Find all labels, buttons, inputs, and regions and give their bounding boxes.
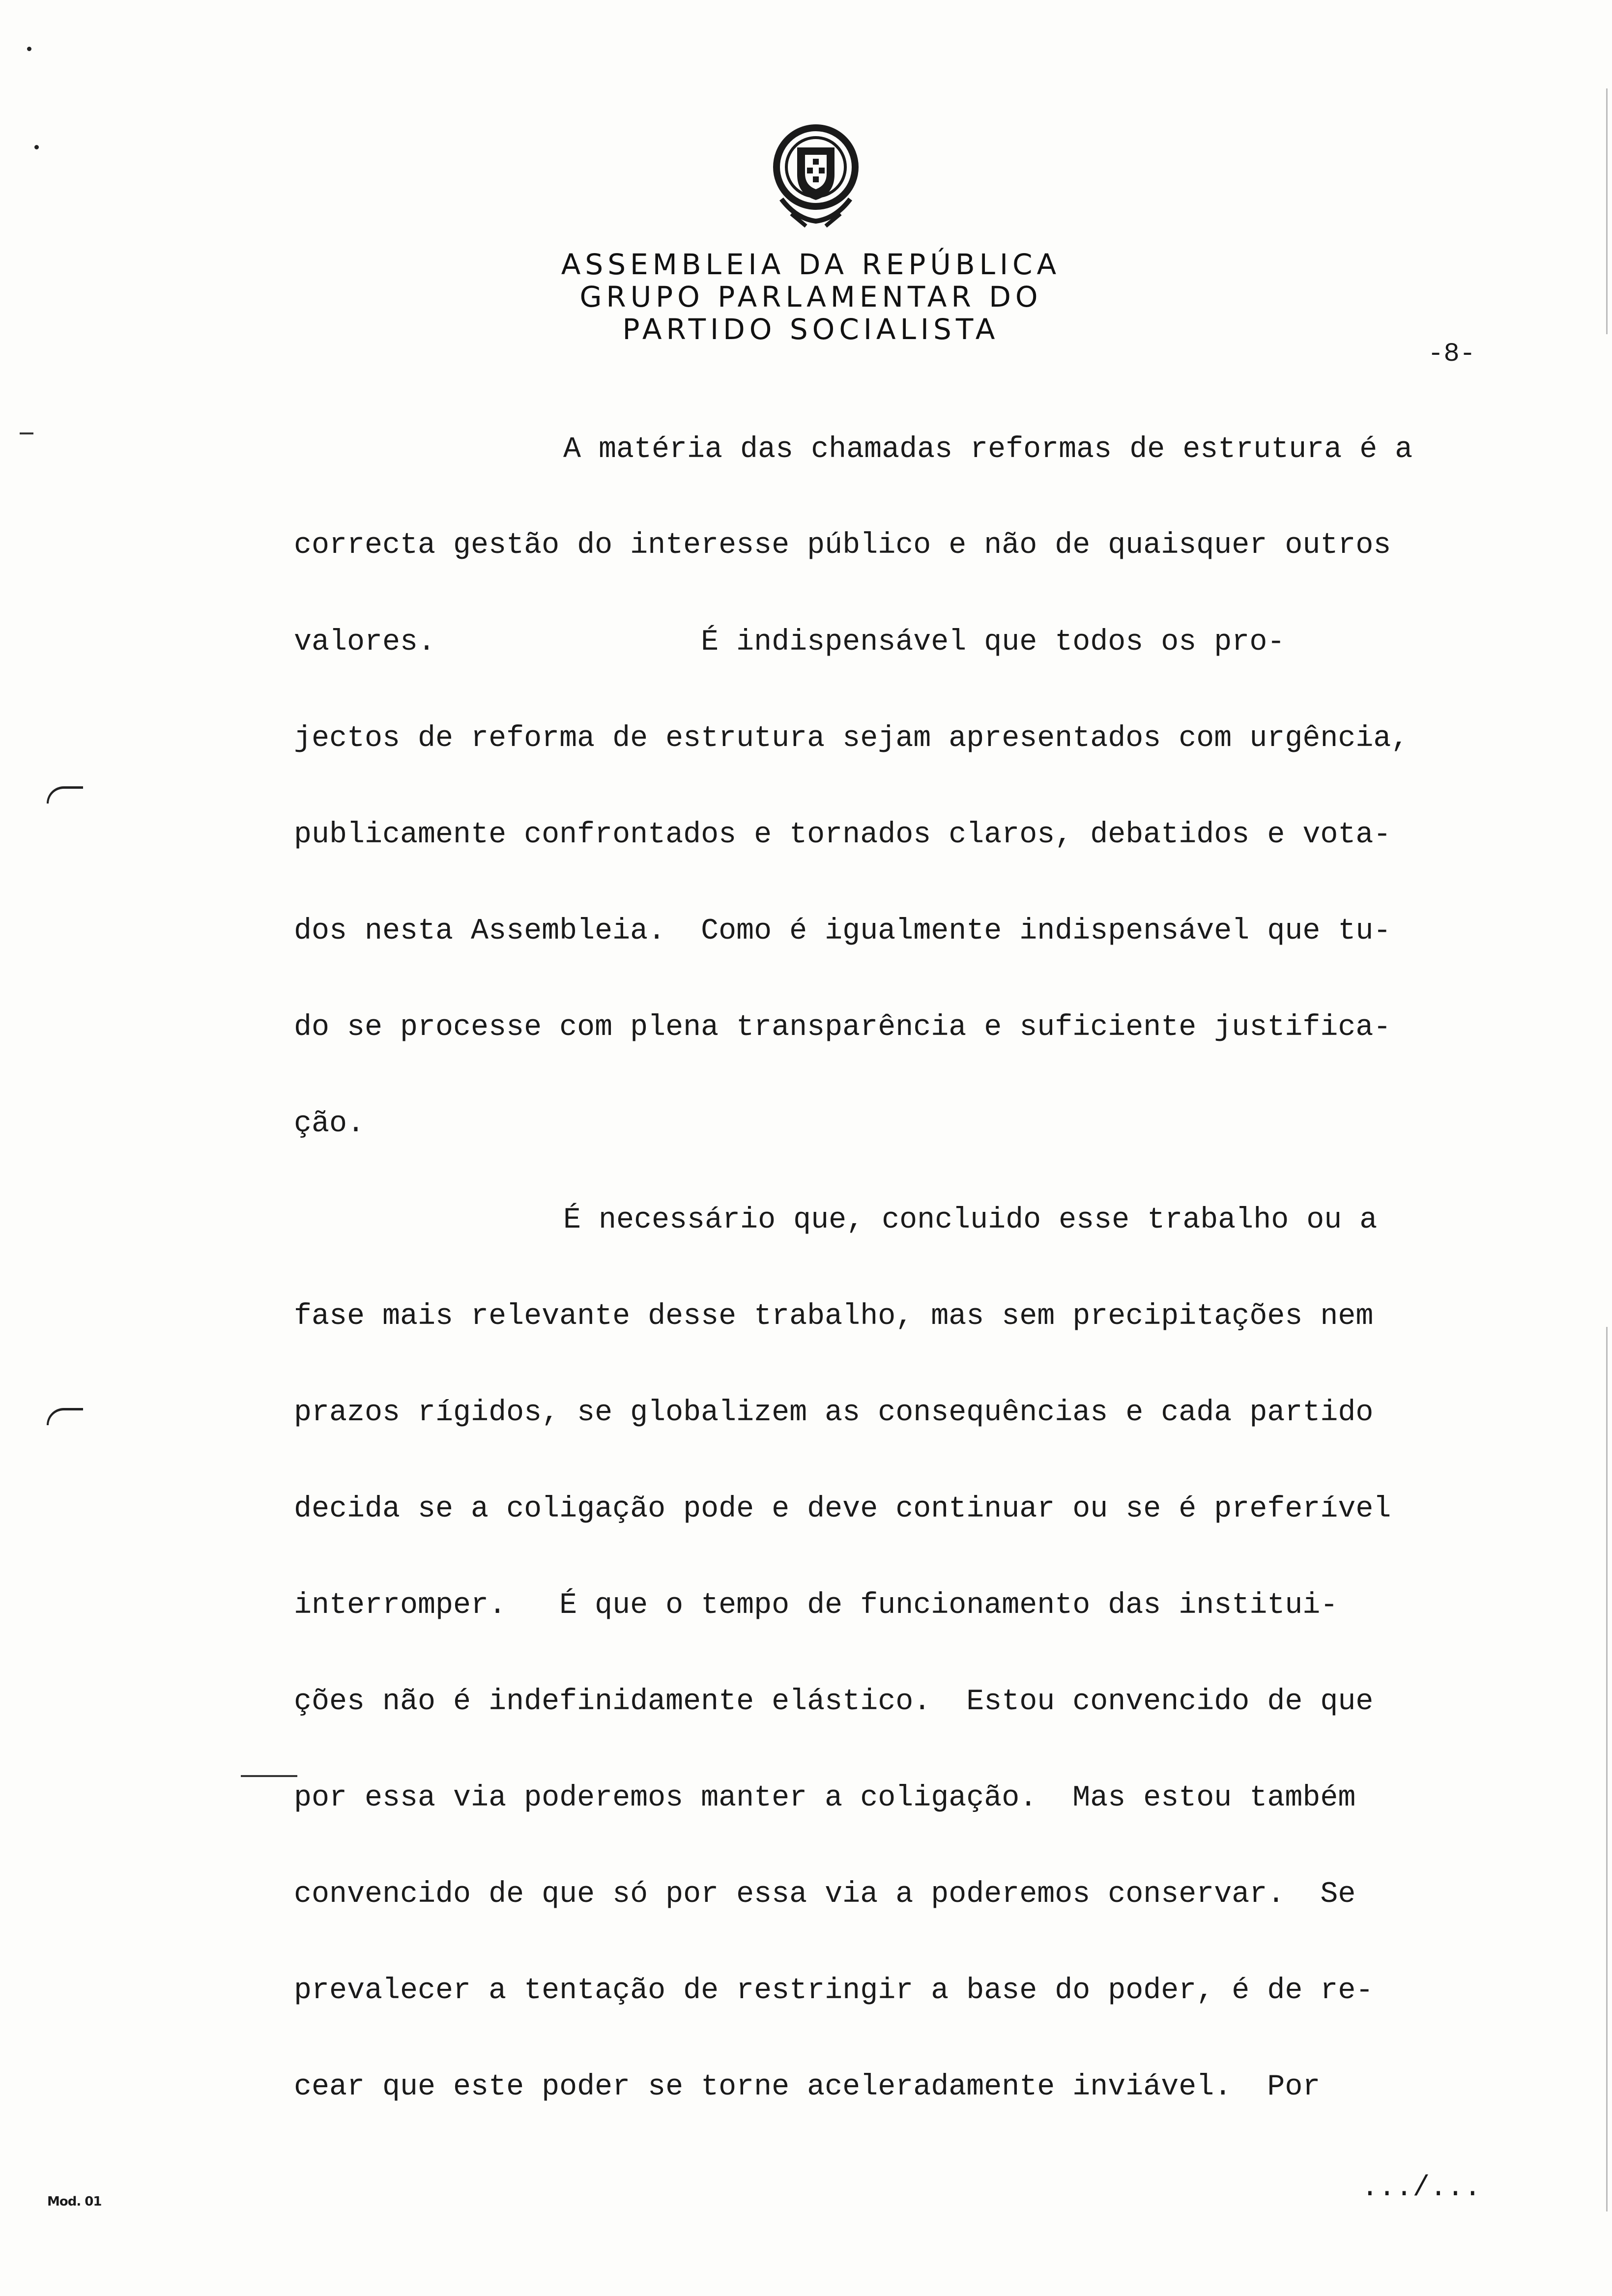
text-line: convencido de que só por essa via a poderemos conservar. Se	[294, 1878, 1356, 1911]
form-label: Mod. 01	[47, 2194, 102, 2209]
coat-of-arms-icon	[762, 120, 870, 233]
punch-hole-mark	[47, 786, 83, 804]
text-line: prazos rígidos, se globalizem as consequências e cada partido	[294, 1396, 1374, 1430]
text-line: correcta gestão do interesse público e não de quaisquer outros	[294, 529, 1391, 562]
scan-dot	[27, 47, 31, 51]
text-line: jectos de reforma de estrutura sejam apresentados com urgência,	[294, 722, 1409, 755]
scan-dash	[241, 1775, 297, 1777]
scan-dot	[34, 145, 39, 149]
letterhead-line: GRUPO PARLAMENTAR DO	[579, 280, 1042, 314]
text-line: do se processe com plena transparência e suficiente justifica-	[294, 1011, 1391, 1044]
text-line: A matéria das chamadas reformas de estrutura é a	[563, 433, 1413, 466]
text-line: ção.	[294, 1107, 365, 1141]
punch-hole-mark	[47, 1408, 83, 1425]
scan-edge-line	[1606, 1327, 1608, 2211]
text-line: fase mais relevante desse trabalho, mas sem precipitações nem	[294, 1300, 1374, 1333]
text-line: cear que este poder se torne aceleradamente inviável. Por	[294, 2070, 1321, 2104]
text-line: valores. É indispensável que todos os pro-	[294, 626, 1285, 659]
letterhead-line: ASSEMBLEIA DA REPÚBLICA	[561, 248, 1061, 281]
continuation-mark: .../...	[1361, 2172, 1481, 2204]
scan-edge-line	[1606, 88, 1608, 334]
scan-dash	[20, 432, 33, 434]
text-line: decida se a coligação pode e deve continuar ou se é preferível	[294, 1492, 1391, 1526]
page-number: -8-	[1428, 339, 1476, 369]
text-line: ções não é indefinidamente elástico. Estou convencido de que	[294, 1685, 1374, 1719]
text-line: por essa via poderemos manter a coligação. Mas estou também	[294, 1781, 1356, 1815]
text-line: prevalecer a tentação de restringir a base do poder, é de re-	[294, 1974, 1374, 2008]
text-line: publicamente confrontados e tornados claros, debatidos e vota-	[294, 818, 1391, 852]
letterhead-line: PARTIDO SOCIALISTA	[622, 313, 1000, 346]
letterhead	[491, 248, 1130, 345]
text-line: dos nesta Assembleia. Como é igualmente indispensável que tu-	[294, 915, 1391, 948]
text-line: interromper. É que o tempo de funcionamento das institui-	[294, 1589, 1338, 1622]
text-line: É necessário que, concluido esse trabalho ou a	[563, 1204, 1378, 1237]
